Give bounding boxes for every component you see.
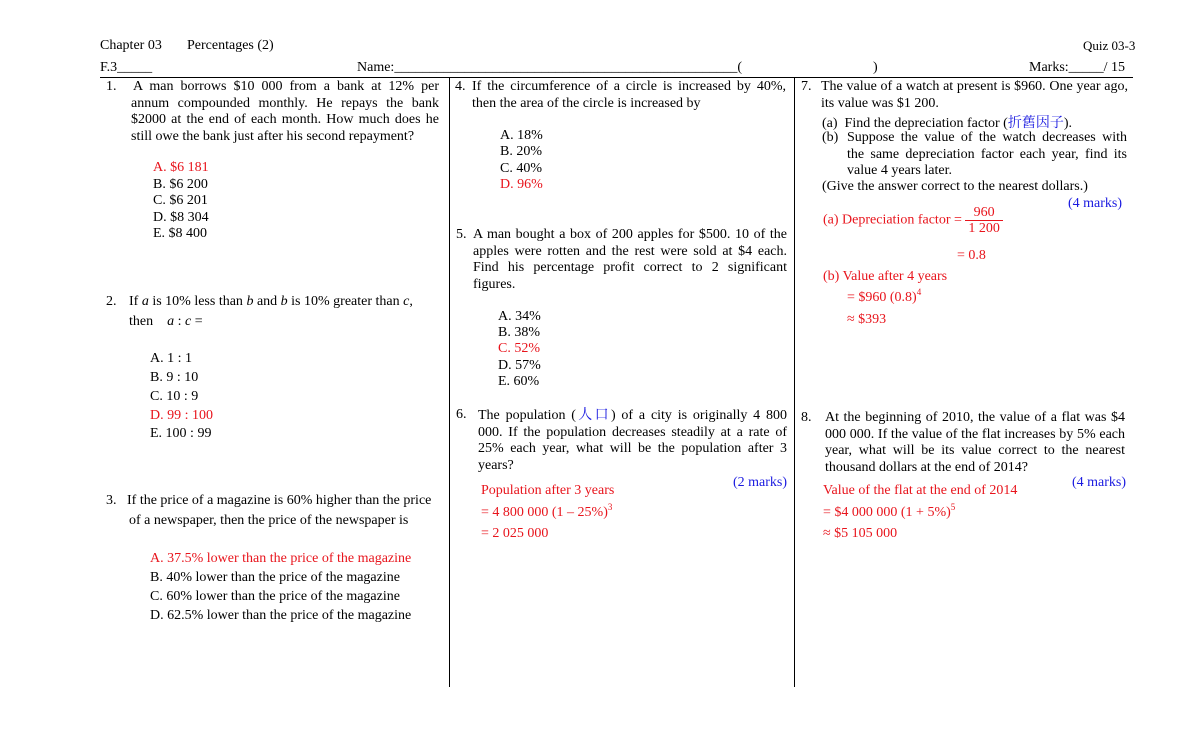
q2-option-b: B. 9 : 10 — [150, 370, 199, 385]
q2-number: 2. — [106, 294, 117, 309]
q7-answer-b: (b) Value after 4 years — [823, 269, 948, 284]
q5-option-d: D. 57% — [498, 358, 541, 373]
q1-option-e: E. $8 400 — [153, 226, 208, 241]
header-divider — [100, 77, 1133, 78]
q8-answer-line3: ≈ $5 105 000 — [823, 526, 898, 541]
q1-text: A man borrows $10 000 from a bank at 12% per annum compounded monthly. He repays the bank $2000 at the end of each month. How much does he still owe the bank just after his second repayment? — [131, 79, 439, 144]
q7-text: The value of a watch at present is $960. One year ago, its value was $1 200. — [821, 79, 1128, 111]
q3-line2: of a newspaper, then the price of the newspaper is — [129, 513, 409, 528]
q8-answer-line1: Value of the flat at the end of 2014 — [823, 483, 1018, 498]
q2-option-a: A. 1 : 1 — [150, 351, 192, 366]
q4-option-d: D. 96% — [500, 177, 543, 192]
marks-field: Marks:_____/ 15 — [1029, 60, 1126, 75]
q8-number: 8. — [801, 410, 812, 425]
q4-text: If the circumference of a circle is increased by 40%, then the area of the circle is increased by — [472, 79, 786, 111]
class-field: F.3_____ — [100, 60, 153, 75]
column-divider-1 — [449, 78, 450, 687]
q7-answer-b3: ≈ $393 — [847, 312, 887, 327]
q7-part-a: (a) Find the depreciation factor (折舊因子). — [822, 115, 1072, 131]
q5-option-a: A. 34% — [498, 309, 541, 324]
q6-number: 6. — [456, 407, 467, 422]
name-field: Name:_________________________________________________( — [357, 60, 742, 75]
q4-option-a: A. 18% — [500, 128, 543, 143]
q7-marks: (4 marks) — [1068, 196, 1123, 211]
q7-number: 7. — [801, 79, 812, 94]
q2-option-d: D. 99 : 100 — [150, 408, 213, 423]
q5-option-e: E. 60% — [498, 374, 540, 389]
q7-answer-a: (a) Depreciation factor = $\frac{960}{1 200}$ — [823, 205, 1003, 236]
q7-answer-b2: = $960 $(0.8)^4$ — [847, 287, 922, 305]
q5-option-c: C. 52% — [498, 341, 540, 356]
quiz-label: Quiz 03-3 — [1083, 38, 1136, 53]
q7-fraction: $\frac{960}{1 200}$ — [965, 205, 1003, 236]
q3-line1: If the price of a magazine is 60% higher than the price — [127, 493, 432, 508]
name-close-paren: ) — [873, 60, 878, 75]
q7-part-b-label: (b) — [822, 130, 839, 145]
q7-answer-a2: = 0.8 — [957, 248, 986, 263]
q6-answer-line1: Population after 3 years — [481, 483, 615, 498]
q2-option-c: C. 10 : 9 — [150, 389, 199, 404]
q3-option-a: A. 37.5% lower than the price of the magazine — [150, 551, 412, 566]
q2-ratio-line: then a : c = — [129, 314, 203, 329]
q1-option-c: C. $6 201 — [153, 193, 208, 208]
q2-option-e: E. 100 : 99 — [150, 426, 212, 441]
topic-label: Percentages (2) — [187, 38, 274, 53]
q4-number: 4. — [455, 79, 466, 94]
q3-number: 3. — [106, 493, 117, 508]
q8-answer-line2: = $4 000 000 $(1 + 5\%)^5$ — [823, 502, 956, 520]
q3-option-b: B. 40% lower than the price of the magazine — [150, 570, 400, 585]
q1-option-d: D. $8 304 — [153, 210, 209, 225]
q1-number: 1. — [106, 79, 117, 94]
q3-option-d: D. 62.5% lower than the price of the magazine — [150, 608, 412, 623]
q5-number: 5. — [456, 227, 467, 242]
q4-option-c: C. 40% — [500, 161, 542, 176]
column-divider-2 — [794, 78, 795, 687]
q6-answer-line2: = 4 800 000 (1 – 25%)$^3$ — [481, 502, 613, 520]
q5-option-b: B. 38% — [498, 325, 540, 340]
q7-part-b-text: Suppose the value of the watch decreases with the same depreciation factor each year, find its value 4 years later. — [847, 130, 1127, 178]
q6-answer-line3: = 2 025 000 — [481, 526, 549, 541]
q5-text: A man bought a box of 200 apples for $500. 10 of the apples were rotten and the rest were sold at $4 each. Find his percentage profit correct to 2 significant figures. — [473, 227, 787, 292]
q2-text: If a is 10% less than b and b is 10% greater than c, — [129, 294, 413, 309]
q1-option-a: A. $6 181 — [153, 160, 209, 175]
q1-option-b: B. $6 200 — [153, 177, 208, 192]
q6-chinese-term: 人口 — [575, 407, 611, 423]
q7-note: (Give the answer correct to the nearest dollars.) — [822, 179, 1088, 194]
q4-option-b: B. 20% — [500, 144, 542, 159]
chapter-label: Chapter 03 — [100, 38, 162, 53]
q6-marks: (2 marks) — [733, 475, 788, 490]
q6-text: The population (人口) of a city is originally 4 800 000. If the population decreases steadily at a rate of 25% each year, what will be the population after 3 years? — [478, 407, 788, 473]
q3-option-c: C. 60% lower than the price of the magazine — [150, 589, 400, 604]
q7-chinese-term: 折舊因子 — [1007, 115, 1064, 131]
q8-text: At the beginning of 2010, the value of a flat was $4 000 000. If the value of the flat increases by 5% each year, what will be its value correct to the nearest thousand dollars at the end of 2014? — [825, 410, 1125, 475]
q8-marks: (4 marks) — [1072, 475, 1127, 490]
